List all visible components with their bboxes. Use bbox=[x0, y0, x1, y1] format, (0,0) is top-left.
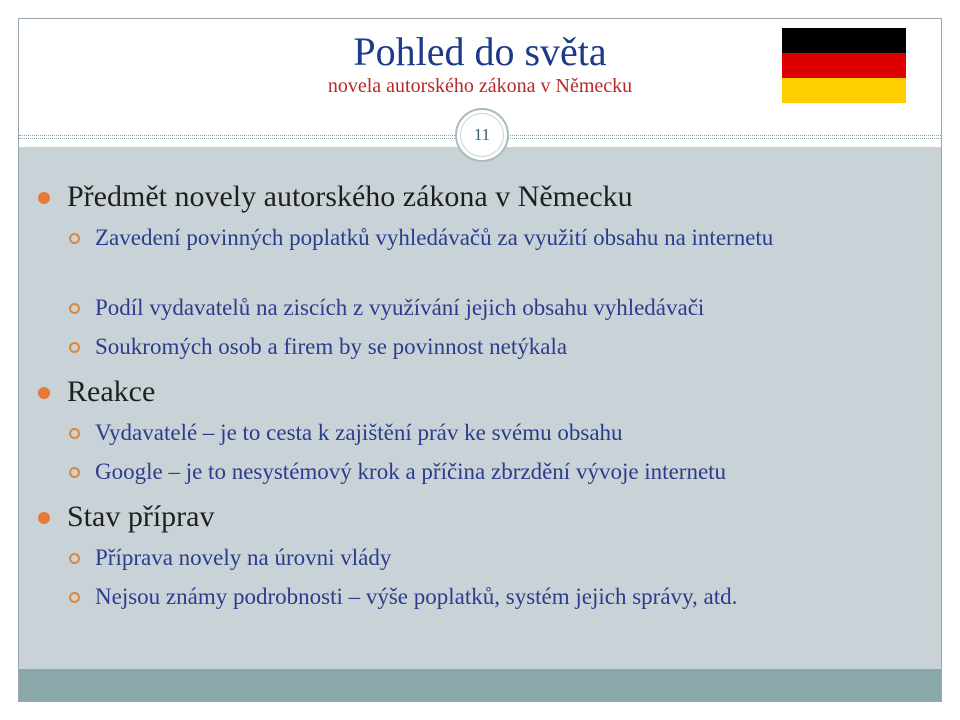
bullet-dot-icon bbox=[38, 512, 50, 524]
slide-title: Pohled do světa bbox=[353, 29, 607, 74]
section-heading: Předmět novely autorského zákona v Německu bbox=[67, 180, 633, 213]
bullet-ring-icon bbox=[69, 553, 80, 564]
bullet-ring-icon bbox=[69, 233, 80, 244]
list-item: Příprava novely na úrovni vlády bbox=[95, 545, 392, 570]
section-heading: Stav příprav bbox=[67, 500, 215, 533]
list-item: Nejsou známy podrobnosti – výše poplatků, systém jejich správy, atd. bbox=[95, 584, 738, 609]
list-item: Soukromých osob a firem by se povinnost netýkala bbox=[95, 334, 568, 359]
bullet-ring-icon bbox=[69, 592, 80, 603]
list-item: Google – je to nesystémový krok a příčina zbrzdění vývoje internetu bbox=[95, 459, 727, 484]
list-item: Podíl vydavatelů na ziscích z využívání jejich obsahu vyhledávači bbox=[95, 295, 705, 320]
bullet-ring-icon bbox=[69, 467, 80, 478]
bullet-dot-icon bbox=[38, 192, 50, 204]
bullet-dot-icon bbox=[38, 387, 50, 399]
slide-subtitle: novela autorského zákona v Německu bbox=[327, 75, 633, 97]
list-item: Zavedení povinných poplatků vyhledávačů za využití obsahu na internetu bbox=[95, 225, 774, 250]
section-heading: Reakce bbox=[67, 375, 156, 408]
bullet-ring-icon bbox=[69, 303, 80, 314]
list-item: Vydavatelé – je to cesta k zajištění práv ke svému obsahu bbox=[95, 420, 623, 445]
bullet-ring-icon bbox=[69, 342, 80, 353]
page-number: 11 bbox=[460, 113, 504, 157]
bullet-ring-icon bbox=[69, 428, 80, 439]
